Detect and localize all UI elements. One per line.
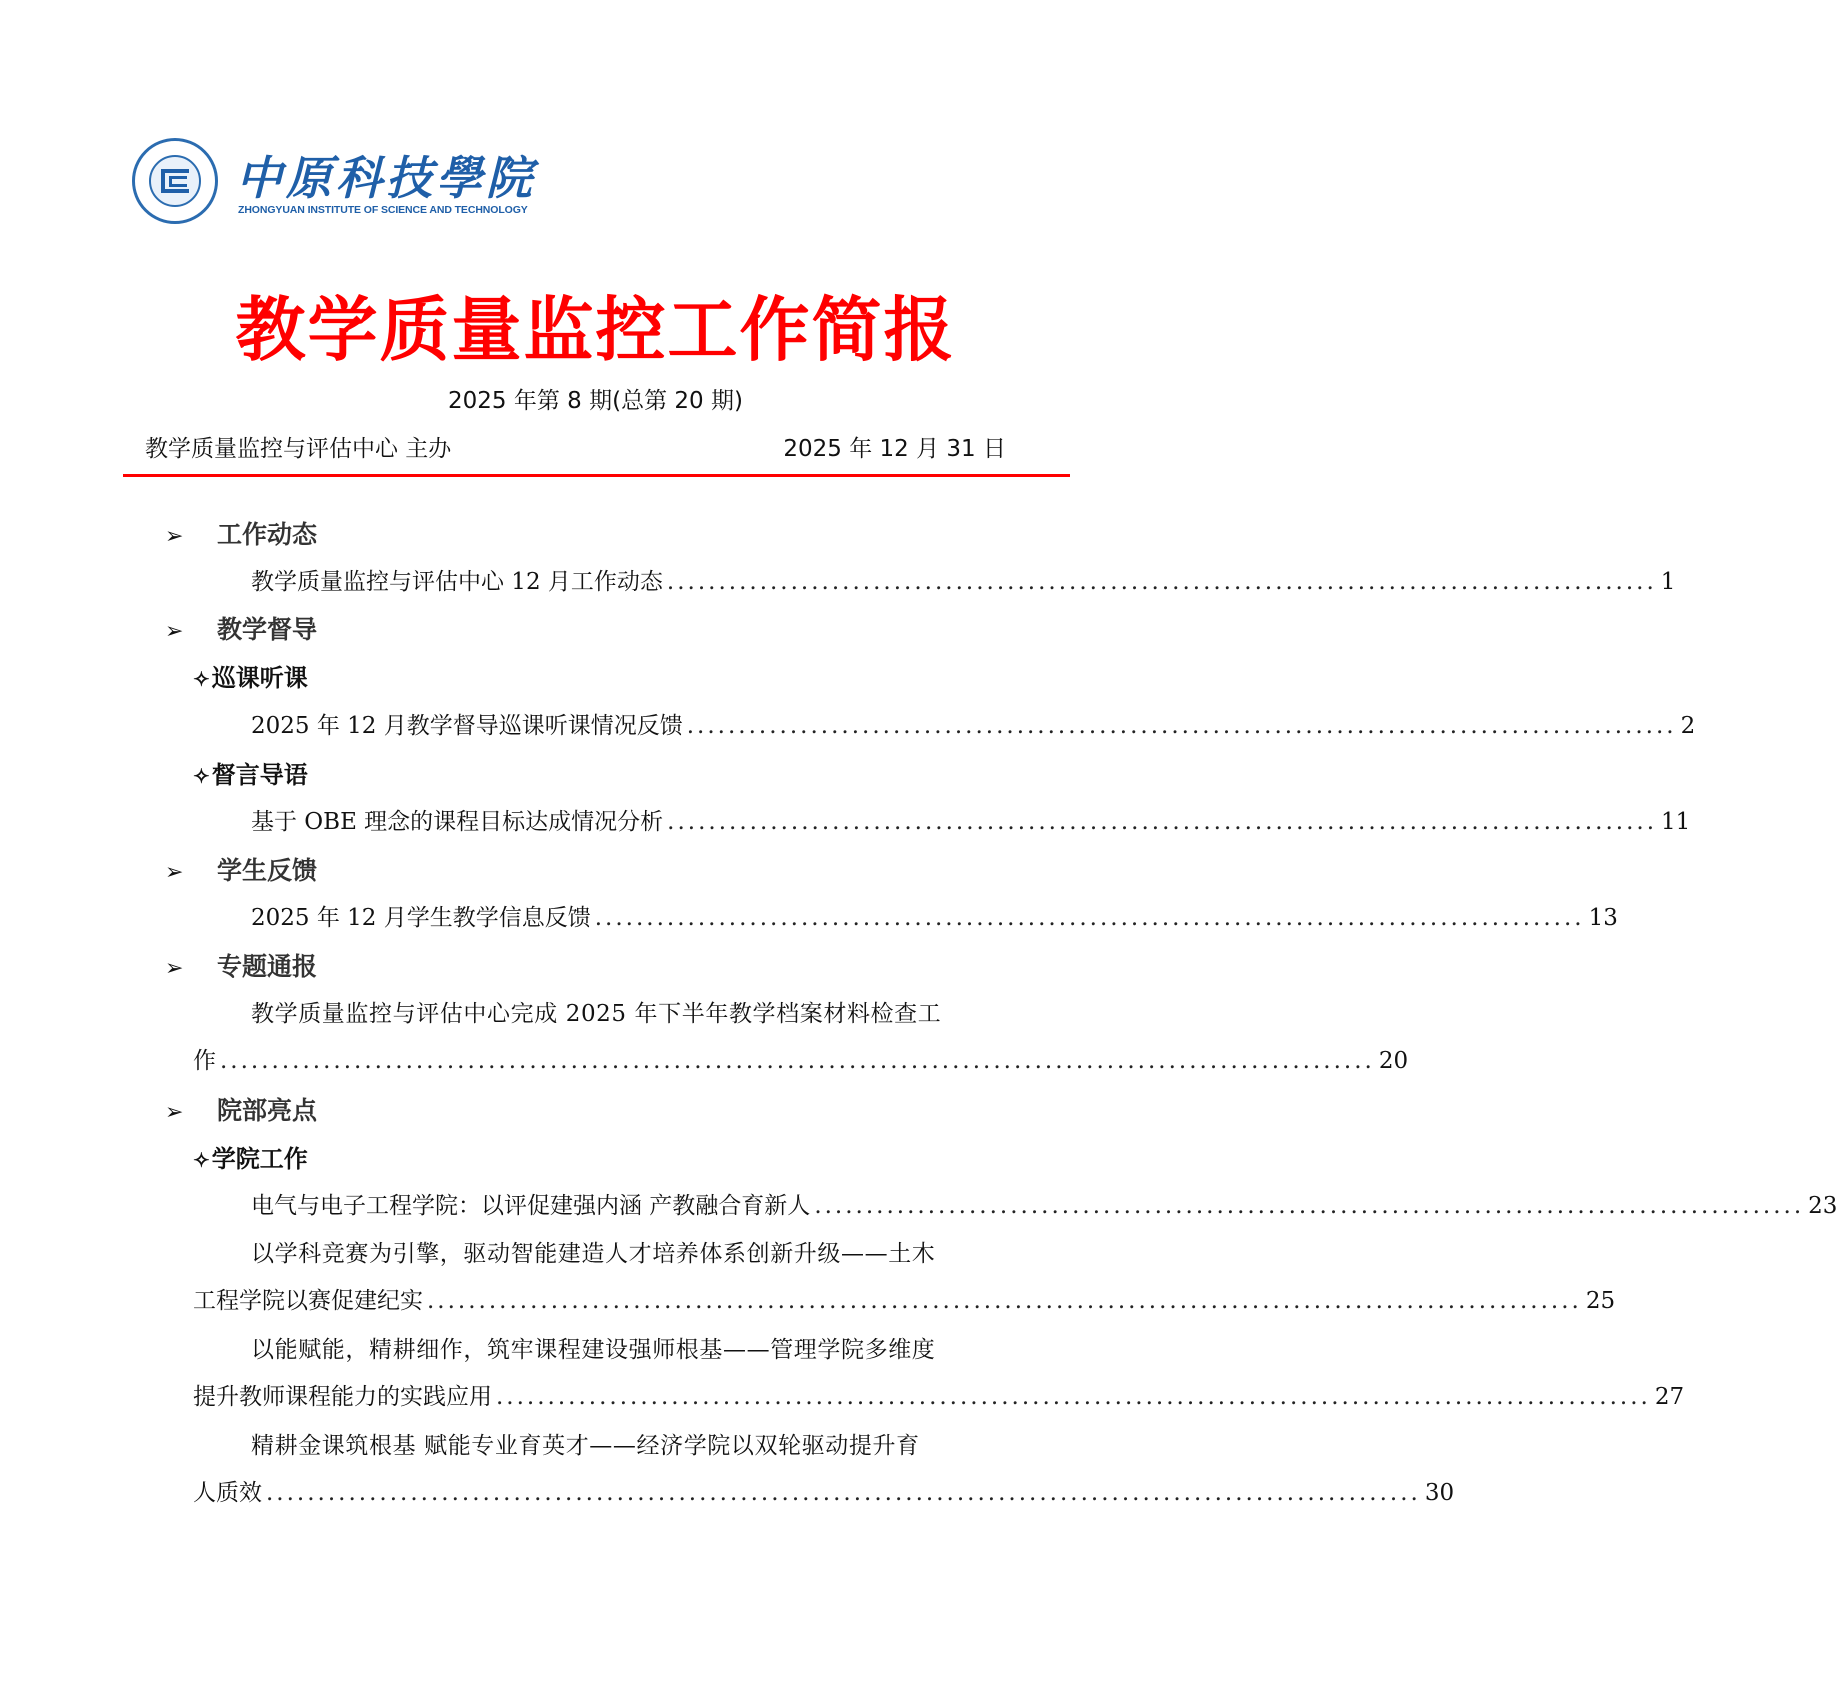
toc-page-number: 20: [1378, 1048, 1409, 1074]
toc-entry-title-line1: 精耕金课筑根基 赋能专业育英才——经济学院以双轮驱动提升育: [251, 1433, 920, 1459]
toc-entry-title: 电气与电子工程学院：以评促建强内涵 产教融合育新人: [251, 1193, 811, 1219]
toc-page-number: 2: [1680, 713, 1696, 739]
leader-dots: ................................................................................................................: [496, 1384, 1651, 1410]
institution-name-en: ZHONGYUAN INSTITUTE OF SCIENCE AND TECHNOLOGY: [238, 204, 528, 216]
leader-dots: ................................................................................................: [686, 713, 1677, 739]
toc-section-heading[interactable]: ➢ 工作动态: [165, 520, 318, 549]
toc-entry-title-line2: 提升教师课程能力的实践应用: [193, 1384, 492, 1410]
diamond-bullet-icon: ✧: [193, 667, 210, 691]
toc-entry-title: 基于 OBE 理念的课程目标达成情况分析: [251, 809, 664, 835]
diamond-bullet-icon: ✧: [193, 764, 210, 788]
toc-entry-title: 2025 年 12 月教学督导巡课听课情况反馈: [251, 713, 683, 739]
toc-section-heading[interactable]: ➢ 学生反馈: [165, 856, 318, 885]
toc-entry[interactable]: [193, 563, 1676, 596]
arrow-bullet-icon: ➢: [165, 956, 184, 981]
toc-entry-title: 2025 年 12 月学生教学信息反馈: [251, 905, 591, 931]
newsletter-title: 教学质量监控工作简报: [235, 288, 956, 371]
toc-page-number: 13: [1588, 905, 1618, 931]
toc-section-heading[interactable]: ➢ 教学督导: [165, 615, 318, 644]
diamond-bullet-icon: ✧: [193, 1148, 210, 1172]
institution-seal-icon: [132, 138, 218, 224]
toc-subsection-heading[interactable]: ✧巡课听课: [193, 663, 308, 692]
toc-entry[interactable]: [193, 995, 1409, 1075]
leader-dots: ................................................................................................................: [220, 1048, 1375, 1074]
toc-entry-title: 教学质量监控与评估中心 12 月工作动态: [251, 569, 663, 595]
toc-subsection-heading[interactable]: ✧学院工作: [193, 1144, 308, 1173]
toc-entry-title-line1: 教学质量监控与评估中心完成 2025 年下半年教学档案材料检查工: [251, 1001, 942, 1027]
issue-number: 2025 年第 8 期(总第 20 期): [448, 388, 743, 414]
toc-page-number: 25: [1585, 1288, 1616, 1314]
toc-entry[interactable]: [193, 899, 1618, 932]
toc-entry[interactable]: [193, 803, 1691, 836]
toc-page-number: 27: [1654, 1384, 1685, 1410]
institution-logo: [132, 138, 552, 228]
toc-page-number: 23: [1808, 1193, 1837, 1219]
toc-entry-title-line1: 以能赋能，精耕细作，筑牢课程建设强师根基——管理学院多维度: [251, 1337, 936, 1363]
toc-entry-title-line1: 以学科竞赛为引擎，驱动智能建造人才培养体系创新升级——土木: [251, 1241, 936, 1267]
leader-dots: ................................................................................................................: [266, 1480, 1421, 1506]
toc-page-number: 30: [1424, 1480, 1455, 1506]
publish-date: 2025 年 12 月 31 日: [783, 436, 1006, 462]
leader-dots: ................................................................................................: [594, 905, 1585, 931]
toc-entry[interactable]: [193, 1235, 1616, 1315]
toc-entry-title-line2: 人质效: [193, 1480, 262, 1506]
toc-entry-title-line2: 工程学院以赛促建纪实: [193, 1288, 423, 1314]
arrow-bullet-icon: ➢: [165, 1100, 184, 1125]
arrow-bullet-icon: ➢: [165, 860, 184, 885]
toc-entry[interactable]: [193, 707, 1696, 740]
toc-page-number: 1: [1660, 569, 1676, 595]
masthead-divider: [123, 474, 1070, 477]
institution-name-cn: 中原科技學院: [236, 151, 536, 205]
arrow-bullet-icon: ➢: [165, 619, 184, 644]
toc-entry-title-line2: 作: [193, 1048, 216, 1074]
leader-dots: ................................................................................................: [814, 1193, 1805, 1219]
arrow-bullet-icon: ➢: [165, 524, 184, 549]
leader-dots: ................................................................................................: [667, 809, 1658, 835]
host-organization: 教学质量监控与评估中心 主办: [145, 436, 452, 462]
leader-dots: ................................................................................................................: [427, 1288, 1582, 1314]
toc-entry[interactable]: [193, 1331, 1685, 1411]
toc-page-number: 11: [1661, 809, 1691, 835]
leader-dots: ................................................................................................: [666, 569, 1657, 595]
toc-entry[interactable]: [193, 1427, 1455, 1507]
toc-subsection-heading[interactable]: ✧督言导语: [193, 760, 308, 789]
toc-entry[interactable]: [193, 1187, 1837, 1220]
toc-section-heading[interactable]: ➢ 专题通报: [165, 952, 318, 981]
toc-section-heading[interactable]: ➢ 院部亮点: [165, 1096, 318, 1125]
